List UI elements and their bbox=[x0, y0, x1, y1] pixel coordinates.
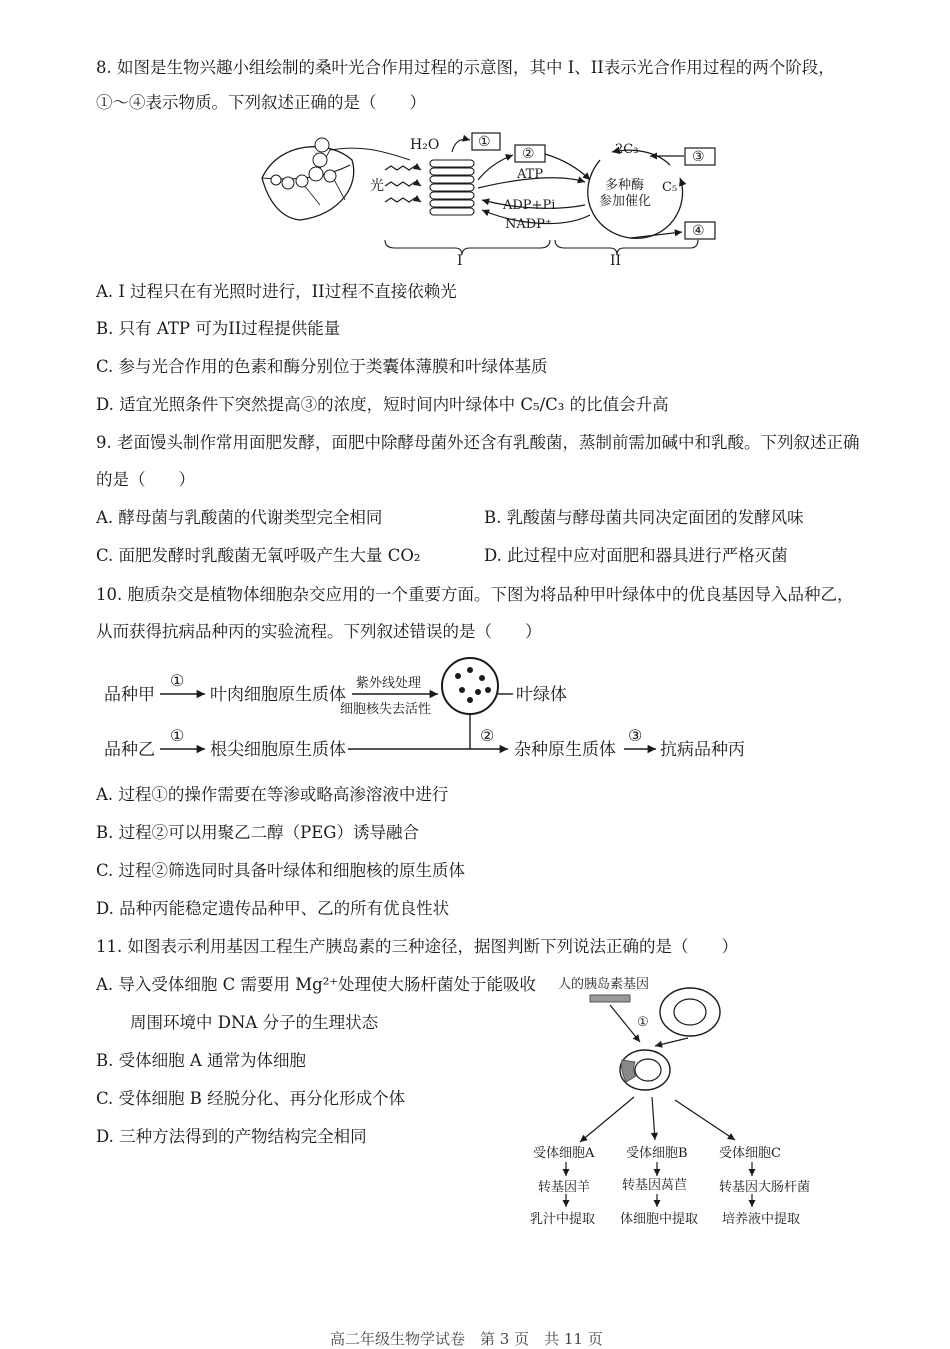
receptor-cell-b: 受体细胞B bbox=[626, 1146, 688, 1161]
q10-option-a[interactable]: A. 过程①的操作需要在等渗或略高渗溶液中进行 bbox=[96, 785, 449, 804]
c5-label: C₅ bbox=[662, 180, 678, 195]
extract-from-milk: 乳汁中提取 bbox=[530, 1212, 596, 1227]
receptor-cell-c: 受体细胞C bbox=[719, 1146, 781, 1161]
box2-label: ② bbox=[522, 146, 535, 162]
h2o-label: H₂O bbox=[410, 137, 440, 153]
variety-a: 品种甲 bbox=[104, 685, 155, 705]
resistant-variety: 抗病品种丙 bbox=[660, 740, 745, 760]
transgenic-sheep: 转基因羊 bbox=[538, 1180, 591, 1195]
extract-from-somatic-cells: 体细胞中提取 bbox=[620, 1212, 699, 1227]
q8-option-d[interactable]: D. 适宜光照条件下突然提高③的浓度，短时间内叶绿体中 C₅/C₃ 的比值会升高 bbox=[96, 395, 669, 414]
light-rays bbox=[385, 166, 421, 202]
stage1-brace bbox=[385, 240, 550, 255]
q10-option-b[interactable]: B. 过程②可以用聚乙二醇（PEG）诱导融合 bbox=[96, 823, 419, 842]
variety-b: 品种乙 bbox=[104, 740, 155, 760]
leaf-illustration bbox=[262, 138, 410, 220]
q9-option-b[interactable]: B. 乳酸菌与酵母菌共同决定面团的发酵风味 bbox=[484, 508, 804, 527]
q10-stem-line1: 10. 胞质杂交是植物体细胞杂交应用的一个重要方面。下图为将品种甲叶绿体中的优良基因导入品种乙， bbox=[96, 585, 854, 604]
nucleus-inactivated: 细胞核失去活性 bbox=[340, 702, 432, 717]
box1-label: ① bbox=[478, 134, 491, 150]
light-label: 光 bbox=[370, 178, 384, 194]
atp-label: ATP bbox=[517, 167, 544, 182]
q10-step1-b: ① bbox=[170, 726, 185, 745]
mesophyll-protoplast: 叶肉细胞原生质体 bbox=[210, 685, 346, 705]
q10-stem-line2: 从而获得抗病品种丙的实验流程。下列叙述错误的是（ ） bbox=[96, 622, 542, 641]
box4-label: ④ bbox=[692, 223, 705, 239]
thylakoid-stack bbox=[430, 160, 474, 215]
q11-option-b[interactable]: B. 受体细胞 A 通常为体细胞 bbox=[96, 1051, 307, 1070]
q11-option-d[interactable]: D. 三种方法得到的产物结构完全相同 bbox=[96, 1127, 367, 1146]
stage1-label: I bbox=[457, 253, 463, 269]
q10-step1-a: ① bbox=[170, 671, 185, 690]
q9-stem-line2: 的是（ ） bbox=[96, 470, 195, 489]
q8-option-a[interactable]: A. I 过程只在有光照时进行，II过程不直接依赖光 bbox=[96, 282, 457, 301]
transgenic-ecoli: 转基因大肠杆菌 bbox=[719, 1180, 811, 1195]
enzyme-label-1: 多种酶 bbox=[605, 178, 645, 193]
q9-option-d[interactable]: D. 此过程中应对面肥和器具进行严格灭菌 bbox=[484, 546, 788, 565]
q11-step1: ① bbox=[637, 1015, 649, 1030]
uv-treatment: 紫外线处理 bbox=[356, 676, 422, 691]
q10-step2: ② bbox=[480, 726, 495, 745]
hybrid-protoplast: 杂种原生质体 bbox=[514, 740, 616, 760]
receptor-cell-a: 受体细胞A bbox=[533, 1146, 595, 1161]
q8-stem-line1: 8. 如图是生物兴趣小组绘制的桑叶光合作用过程的示意图，其中 I、II表示光合作用过程的两个阶段， bbox=[96, 58, 835, 77]
page-footer: 高二年级生物学试卷 第 3 页 共 11 页 bbox=[330, 1330, 603, 1348]
stage2-label: II bbox=[610, 253, 622, 269]
q11-stem: 11. 如图表示利用基因工程生产胰岛素的三种途径，据图判断下列说法正确的是（ ） bbox=[96, 937, 738, 956]
q11-option-c[interactable]: C. 受体细胞 B 经脱分化、再分化形成个体 bbox=[96, 1089, 406, 1108]
q10-step3: ③ bbox=[628, 726, 643, 745]
q10-option-d[interactable]: D. 品种丙能稳定遗传品种甲、乙的所有优良性状 bbox=[96, 899, 450, 918]
enzyme-label-2: 参加催化 bbox=[599, 194, 652, 209]
q9-option-c[interactable]: C. 面肥发酵时乳酸菌无氧呼吸产生大量 CO₂ bbox=[96, 546, 421, 565]
nadp-label: NADP⁺ bbox=[505, 217, 552, 232]
q8-option-b[interactable]: B. 只有 ATP 可为II过程提供能量 bbox=[96, 319, 341, 338]
q8-stem-line2: ①～④表示物质。下列叙述正确的是（ ） bbox=[96, 93, 426, 112]
extract-from-culture: 培养液中提取 bbox=[722, 1212, 801, 1227]
q10-option-c[interactable]: C. 过程②筛选同时具备叶绿体和细胞核的原生质体 bbox=[96, 861, 466, 880]
c3-label: 2C₃ bbox=[615, 142, 639, 157]
adp-label: ADP+Pi bbox=[503, 198, 556, 213]
q8-option-c[interactable]: C. 参与光合作用的色素和酶分别位于类囊体薄膜和叶绿体基质 bbox=[96, 357, 548, 376]
chloroplast-dots bbox=[455, 667, 491, 703]
transgenic-lettuce: 转基因莴苣 bbox=[622, 1178, 688, 1193]
box3-label: ③ bbox=[692, 149, 705, 165]
q11-option-a-line1[interactable]: A. 导入受体细胞 C 需要用 Mg²⁺处理使大肠杆菌处于能吸收 bbox=[96, 975, 537, 994]
q11-option-a-line2[interactable]: 周围环境中 DNA 分子的生理状态 bbox=[130, 1013, 379, 1032]
q9-stem-line1: 9. 老面馒头制作常用面肥发酵，面肥中除酵母菌外还含有乳酸菌，蒸制前需加碱中和乳酸。下列叙述正确 bbox=[96, 433, 860, 452]
q9-option-a[interactable]: A. 酵母菌与乳酸菌的代谢类型完全相同 bbox=[96, 508, 383, 527]
root-tip-protoplast: 根尖细胞原生质体 bbox=[210, 740, 346, 760]
insulin-gene-label: 人的胰岛素基因 bbox=[558, 977, 650, 992]
chloroplast-label: 叶绿体 bbox=[516, 685, 567, 705]
stage2-brace bbox=[555, 240, 698, 255]
